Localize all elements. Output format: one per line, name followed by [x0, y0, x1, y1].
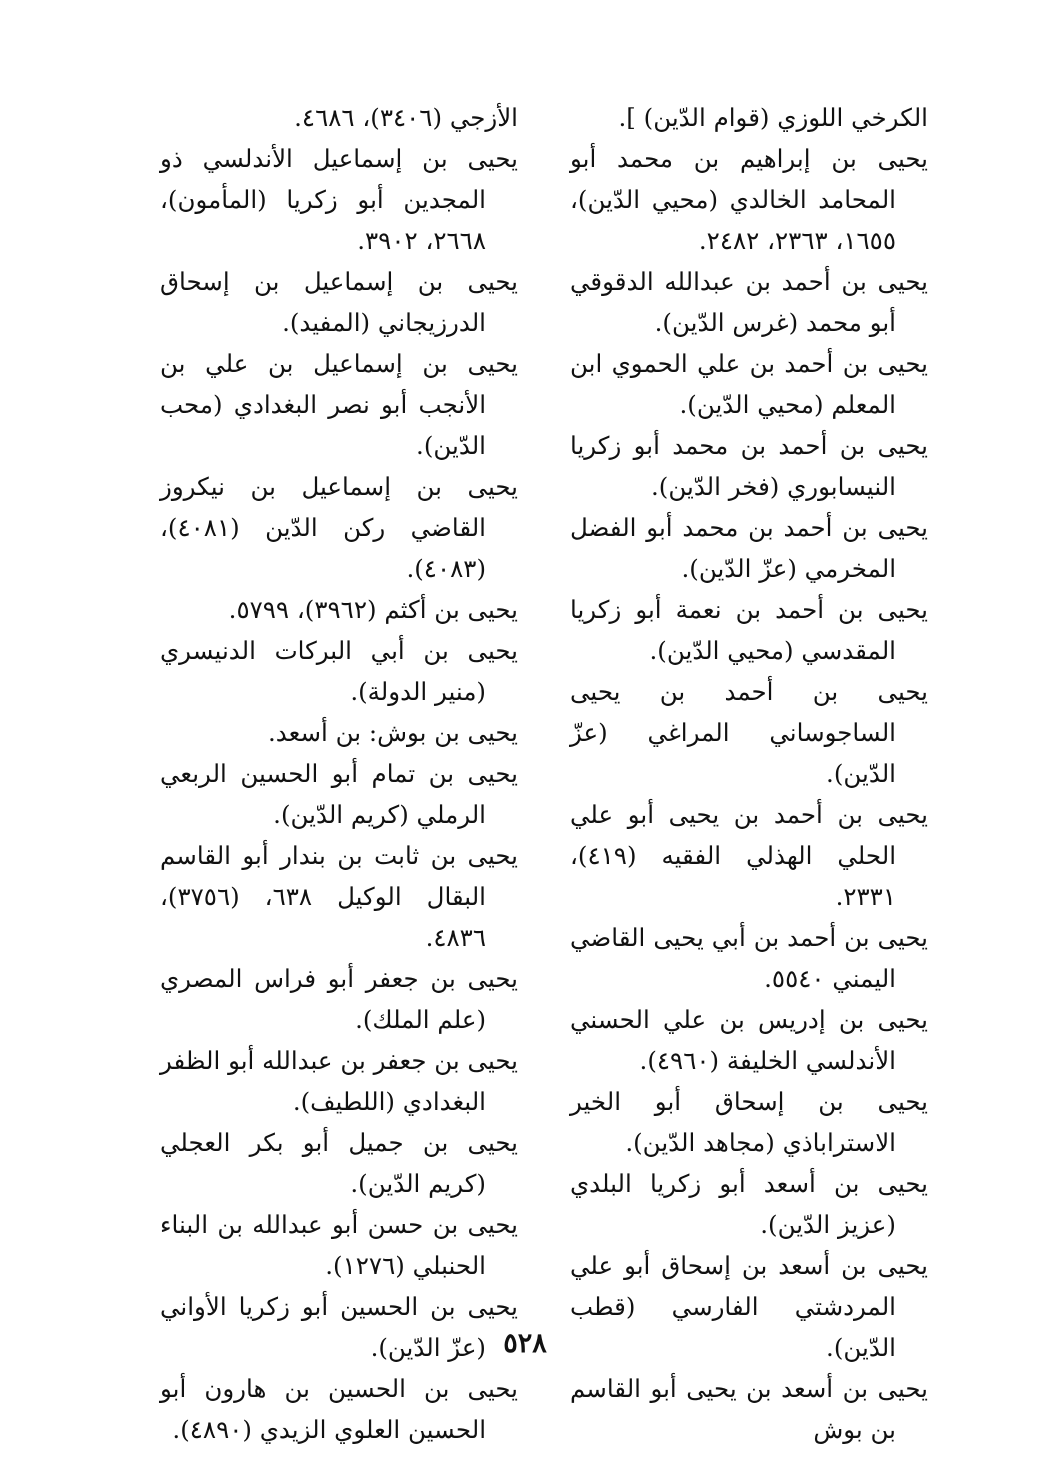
index-entry: يحيى بن أسعد بن يحيى أبو القاسم بن بوش [570, 1374, 928, 1444]
index-entry: يحيى بن أسعد أبو زكريا البلدي (عزيز الدّين). [570, 1169, 928, 1239]
index-entry: يحيى بن إسماعيل بن نيكروز القاضي ركن الدّين (٤٠٨١)، (٤٠٨٣). [160, 472, 518, 583]
index-entry: يحيى بن جعفر بن عبدالله أبو الظفر البغدادي (اللطيف). [160, 1046, 518, 1116]
index-entry: يحيى بن أحمد بن أبي يحيى القاضي اليمني ٥٥٤٠. [570, 923, 928, 993]
index-entry: يحيى بن إبراهيم بن محمد أبو المحامد الخالدي (محيي الدّين)، ١٦٥٥، ٢٣٦٣، ٢٤٨٢. [570, 144, 928, 255]
index-entry: يحيى بن الحسين بن هارون أبو الحسين العلوي الزيدي (٤٨٩٠). [160, 1374, 518, 1444]
index-entry: يحيى بن جعفر أبو فراس المصري (علم الملك). [160, 964, 518, 1034]
index-entry: الأزجي (٣٤٠٦)، ٤٦٨٦. [294, 103, 518, 132]
index-entry: يحيى بن أبي البركات الدنيسري (منير الدولة). [160, 636, 518, 706]
index-entry: يحيى بن ثابت بن بندار أبو القاسم البقال الوكيل ٦٣٨، (٣٧٥٦)، ٤٨٣٦. [160, 841, 518, 952]
index-entry: يحيى بن جميل أبو بكر العجلي (كريم الدّين). [160, 1128, 518, 1198]
index-entry: يحيى بن أحمد بن محمد أبو زكريا النيسابوري (فخر الدّين). [570, 431, 928, 501]
index-entry: يحيى بن أحمد بن عبدالله الدقوقي أبو محمد (غرس الدّين). [570, 267, 928, 337]
index-column-right [570, 97, 928, 1450]
index-entry: يحيى بن أكثم (٣٩٦٢)، ٥٧٩٩. [228, 595, 518, 624]
index-entry: الكرخي اللوزي (قوام الدّين) ]. [618, 103, 928, 132]
index-entry: يحيى بن أحمد بن يحيى أبو علي الحلي الهذلي الفقيه (٤١٩)، ٢٣٣١. [570, 800, 928, 911]
index-entry: يحيى بن إسماعيل بن علي بن الأنجب أبو نصر البغدادي (محب الدّين). [160, 349, 518, 460]
index-entry: يحيى بن إسماعيل بن إسحاق الدرزيجاني (المفيد). [160, 267, 518, 337]
index-entry: يحيى بن أحمد بن محمد أبو الفضل المخرمي (عزّ الدّين). [570, 513, 928, 583]
index-entry: يحيى بن أحمد بن علي الحموي ابن المعلم (محيي الدّين). [570, 349, 928, 419]
index-entry: يحيى بن بوش: بن أسعد. [268, 718, 518, 747]
index-entry: يحيى بن إدريس بن علي الحسني الأندلسي الخليفة (٤٩٦٠). [570, 1005, 928, 1075]
index-entry: يحيى بن إسحاق أبو الخير الاستراباذي (مجاهد الدّين). [570, 1087, 928, 1157]
index-entry: يحيى بن إسماعيل الأندلسي ذو المجدين أبو زكريا (المأمون)، ٢٦٦٨، ٣٩٠٢. [160, 144, 518, 255]
index-entry: يحيى بن حسن أبو عبدالله بن البناء الحنبلي (١٢٧٦). [160, 1210, 518, 1280]
page-number: ٥٢٨ [503, 1328, 547, 1359]
index-entry: يحيى بن أحمد بن نعمة أبو زكريا المقدسي (محيي الدّين). [570, 595, 928, 665]
index-entry: يحيى بن أحمد بن يحيى الساجوساني المراغي (عزّ الدّين). [570, 677, 928, 788]
index-entry: يحيى بن الحسين أبو زكريا الأواني (عزّ الدّين). [160, 1292, 518, 1362]
index-entry: يحيى بن أسعد بن إسحاق أبو علي المردشتي الفارسي (قطب الدّين). [570, 1251, 928, 1362]
index-entry: يحيى بن تمام أبو الحسين الربعي الرملي (كريم الدّين). [160, 759, 518, 829]
index-column-left [160, 97, 518, 1450]
